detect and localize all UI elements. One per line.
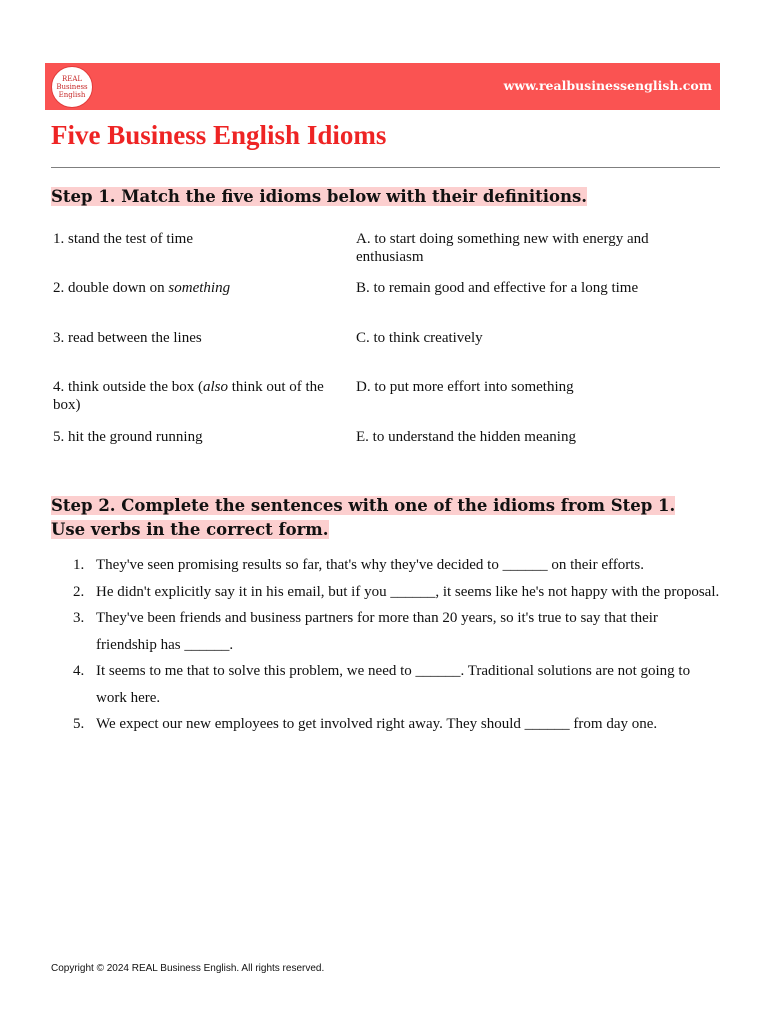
idiom-item: 2. double down on something: [53, 280, 231, 296]
definition-item: E. to understand the hidden meaning: [356, 429, 576, 445]
sentence-number: 4.: [73, 663, 85, 679]
step2-heading-line2: Use verbs in the correct form.: [51, 520, 329, 539]
definition-item: D. to put more effort into something: [356, 379, 574, 395]
step2-heading: [51, 494, 675, 542]
sentence-item: [51, 658, 721, 711]
copyright-notice: Copyright © 2024 REAL Business English. All rights reserved.: [51, 963, 325, 974]
sentence-text: They've seen promising results so far, that's why they've decided to ______ on their efforts.: [96, 557, 644, 573]
sentence-text: They've been friends and business partners for more than 20 years, so it's true to say that their friendship has ______.: [96, 610, 658, 653]
sentence-item: [51, 579, 721, 606]
sentence-item: [51, 552, 721, 579]
sentence-text: It seems to me that to solve this problem, we need to ______. Traditional solutions are not going to work here.: [96, 663, 691, 706]
step1-heading: [51, 185, 587, 209]
definition-item: C. to think creatively: [356, 330, 483, 346]
sentence-number: 5.: [73, 716, 85, 732]
logo-line: English: [58, 91, 86, 99]
sentence-number: 1.: [73, 557, 85, 573]
sentence-list: [51, 552, 721, 738]
sentence-item: [51, 711, 721, 738]
header-banner: [45, 63, 720, 110]
sentence-item: [51, 605, 721, 658]
sentence-number: 2.: [73, 583, 85, 600]
site-url[interactable]: www.realbusinessenglish.com: [503, 78, 712, 93]
logo-line: Business: [56, 83, 88, 91]
sentence-number: 3.: [73, 610, 85, 626]
sentence-text: He didn't explicitly say it in his email, but if you ______, it seems like he's not happy with the proposal.: [96, 583, 720, 600]
step1-heading-text: Step 1. Match the five idioms below with their definitions.: [51, 187, 588, 206]
sentence-text: We expect our new employees to get involved right away. They should ______ from day one.: [96, 716, 658, 732]
logo: [51, 66, 93, 108]
page-title: Five Business English Idioms: [51, 120, 387, 150]
definition-item: A. to start doing something new with energy and enthusiasm: [356, 231, 649, 265]
idiom-item: 5. hit the ground running: [53, 429, 203, 445]
title-divider: [51, 167, 720, 168]
idiom-item: 3. read between the lines: [53, 330, 202, 346]
idiom-item: 1. stand the test of time: [53, 231, 193, 247]
definition-item: B. to remain good and effective for a long time: [356, 280, 639, 296]
idiom-item: 4. think outside the box (also think out of the box): [53, 379, 324, 413]
step2-heading-line1: Step 2. Complete the sentences with one of the idioms from Step 1.: [51, 496, 676, 515]
logo-line: REAL: [61, 75, 83, 83]
